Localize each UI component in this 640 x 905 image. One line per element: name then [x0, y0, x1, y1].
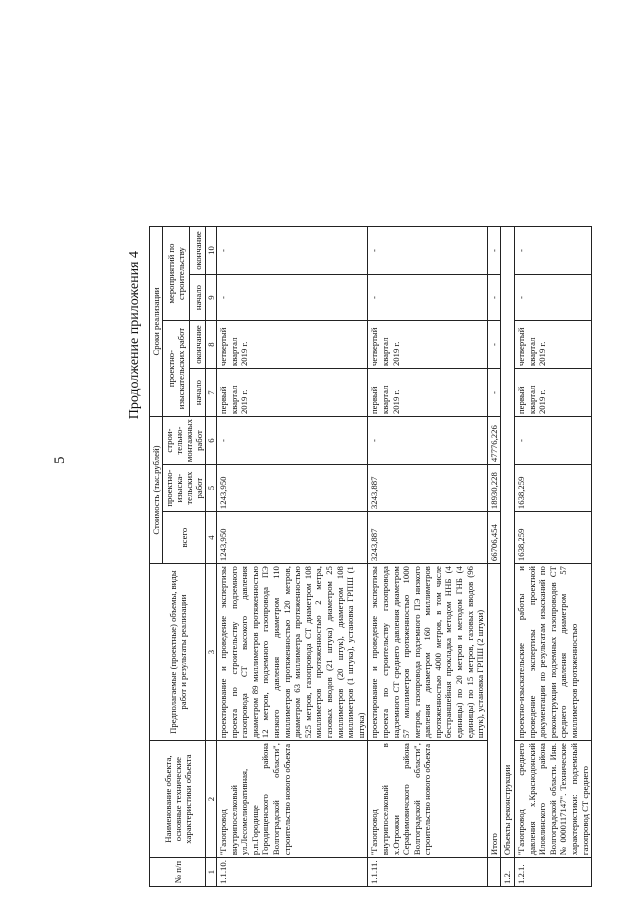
- cost-pir: 1638,259: [515, 465, 592, 512]
- total-cost-smr: 47776,226: [487, 417, 501, 465]
- total-label: Итого: [487, 564, 501, 858]
- column-index-row: [206, 227, 217, 887]
- column-index: 3: [206, 564, 217, 741]
- smr-end: -: [368, 227, 488, 275]
- total-cost-pir: 18930,228: [487, 465, 501, 512]
- pir-end: четвертый квартал 2019 г.: [515, 321, 592, 369]
- header-cost: Стоимость (тыс.рублей): [150, 417, 163, 564]
- column-index: 6: [206, 417, 217, 465]
- table-row: [368, 227, 488, 887]
- header-terms: Сроки реализации: [150, 227, 163, 417]
- total-smr-start: -: [487, 275, 501, 321]
- object-name: "Газопровод внутрипоселковый ул.Лесомелиоративная, р.п.Городище Городищенского района Волгоградской области", строительство нового объекта: [217, 741, 368, 858]
- cost-smr: -: [217, 417, 368, 465]
- cost-smr: -: [515, 417, 592, 465]
- total-smr-end: -: [487, 227, 501, 275]
- total-pir-end: -: [487, 321, 501, 369]
- work-description: проектирование и проведение экспертизы проекта по строительству подземного газопровода СТ высокого давления диаметром 89 миллиметров протяженностью 12 метров, подземного газопровода ПЭ низкого давления диаметром 110 миллиметров протяженностью 120 метров, диаметром 63 миллиметра протяженностью 525 метров, газопровода СТ диаметром 108 миллиметров протяженностью 2 метра, газовых вводов (21 штука) диаметром 25 миллиметров (20 штук), диаметром 108 миллиметров (1 штука), установка ГРПШ (1 штука): [217, 564, 368, 741]
- section-num: 1.2.: [501, 858, 515, 887]
- header-terms-pir: проектно-изыскательских работ: [163, 321, 190, 417]
- pir-start: первый квартал 2019 г.: [217, 369, 368, 417]
- cost-smr: -: [368, 417, 488, 465]
- total-pir-start: -: [487, 369, 501, 417]
- object-name: "Газопровод среднего давления х.Краснодонский Иловлинского района Волгоградской области. Инв.№ 0000117147". Технические характеристики: подземный газопровод СТ среднего: [515, 741, 592, 858]
- header-pir-end: окончание: [190, 321, 206, 369]
- pir-start: первый квартал 2019 г.: [515, 369, 592, 417]
- cost-total: 1243,950: [217, 512, 368, 564]
- object-name: "Газопровод внутрипоселковый в х.Отрожки Серафимовичского района Волгоградской области", строительство нового объекта: [368, 741, 488, 858]
- column-index: 7: [206, 369, 217, 417]
- header-cost-pir: проектно-изыска-тельских работ: [163, 465, 206, 512]
- pir-start: первый квартал 2019 г.: [368, 369, 488, 417]
- cost-total: 1638,259: [515, 512, 592, 564]
- rotated-page-content: [127, 27, 631, 887]
- header-smr-end: окончание: [190, 227, 206, 275]
- row-num: 1.1.11.: [368, 858, 488, 887]
- smr-end: -: [515, 227, 592, 275]
- cost-pir: 1243,950: [217, 465, 368, 512]
- column-index: 4: [206, 512, 217, 564]
- smr-start: -: [217, 275, 368, 321]
- continuation-label: Продолжение приложения 4: [127, 251, 142, 420]
- total-cost: 66706,454: [487, 512, 501, 564]
- smr-end: -: [217, 227, 368, 275]
- page-number: 5: [52, 456, 68, 464]
- header-smr-start: начало: [190, 275, 206, 321]
- row-num: 1.2.1.: [515, 858, 592, 887]
- construction-objects-table: [149, 226, 592, 887]
- cost-pir: 3243,887: [368, 465, 488, 512]
- column-index: 2: [206, 741, 217, 858]
- row-num: 1.1.10.: [217, 858, 368, 887]
- smr-start: -: [515, 275, 592, 321]
- total-row: [487, 227, 501, 887]
- pir-end: четвертый квартал 2019 г.: [217, 321, 368, 369]
- header-row-1: [150, 227, 163, 887]
- smr-start: -: [368, 275, 488, 321]
- cost-total: 3243,887: [368, 512, 488, 564]
- header-work: Предполагаемые (проектные) объемы, виды работ и результаты реализации: [150, 564, 206, 741]
- header-name: Наименование объекта, основные технические характеристики объекта: [150, 741, 206, 858]
- header-cost-smr: строи-тельно-монтажных работ: [163, 417, 206, 465]
- header-num: № п/п: [150, 858, 206, 887]
- column-index: 5: [206, 465, 217, 512]
- column-index: 1: [206, 858, 217, 887]
- header-terms-smr: мероприятий по строительству: [163, 227, 190, 321]
- column-index: 10: [206, 227, 217, 275]
- header-cost-total: всего: [163, 512, 206, 564]
- work-description: проектирование и проведение экспертизы проекта по строительству газопровода надземного СТ среднего давления диаметром 57 миллиметров протяженностью 1000 метров, газопровода подземного ПЭ низкого давления диаметром 160 миллиметров протяженностью 4000 метров, в том числе бестраншейная прокладка методом ННБ (4 единицы) по 20 метров и методом ГНБ (4 единицы) по 15 метров, газовых вводов (96 штук), установка ГРПШ (2 штуки): [368, 564, 488, 741]
- section-label: Объекты реконструкции: [501, 227, 515, 858]
- table-row: [515, 227, 592, 887]
- section-row: [501, 227, 515, 887]
- work-description: проектно-изыскательские работы и проведение экспертизы проектной документации по результатам изысканий по реконструкции подземных газопроводов СТ среднего давления диаметром 57 миллиметров протяженностью: [515, 564, 592, 741]
- pir-end: четвертый квартал 2019 г.: [368, 321, 488, 369]
- column-index: 8: [206, 321, 217, 369]
- header-pir-start: начало: [190, 369, 206, 417]
- column-index: 9: [206, 275, 217, 321]
- table-row: [217, 227, 368, 887]
